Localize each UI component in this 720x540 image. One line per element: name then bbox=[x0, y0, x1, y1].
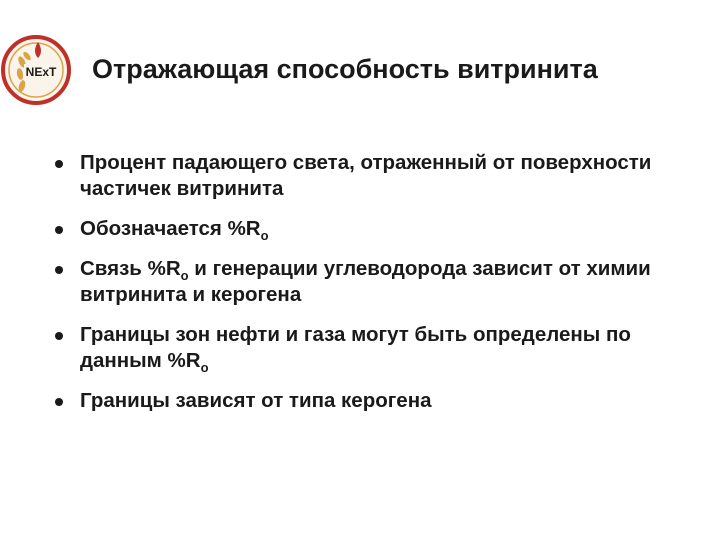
bullet-text: Процент падающего света, отраженный от поверхности частичек витринита bbox=[80, 151, 652, 200]
bullet-text: Обозначается %R bbox=[80, 217, 261, 240]
next-logo-emblem bbox=[0, 32, 72, 108]
page-title: Отражающая способность витринита bbox=[92, 54, 598, 84]
subscript: o bbox=[180, 268, 189, 283]
bullet-item bbox=[52, 150, 702, 202]
bullet-text: Границы зон нефти и газа могут быть определены по данным %R bbox=[80, 323, 631, 372]
bullet-item bbox=[52, 256, 702, 308]
bullet-list bbox=[52, 150, 702, 414]
bullet-item bbox=[52, 322, 702, 374]
bullet-dot bbox=[55, 226, 63, 234]
next-logo bbox=[0, 32, 72, 108]
bullet-dot bbox=[55, 398, 63, 406]
bullet-text: Границы зависят от типа керогена bbox=[80, 389, 432, 412]
bullet-text: Связь %R bbox=[80, 257, 181, 280]
bullet-item bbox=[52, 216, 702, 242]
bullet-dot bbox=[55, 160, 63, 168]
bullet-dot bbox=[55, 266, 63, 274]
logo-text: NExT bbox=[25, 65, 57, 79]
subscript: o bbox=[260, 228, 269, 243]
subscript: o bbox=[200, 360, 209, 375]
bullet-dot bbox=[55, 332, 63, 340]
bullet-text-tail: и генерации углеводорода зависит от химии витринита и керогена bbox=[80, 257, 651, 306]
bullet-item bbox=[52, 388, 702, 414]
